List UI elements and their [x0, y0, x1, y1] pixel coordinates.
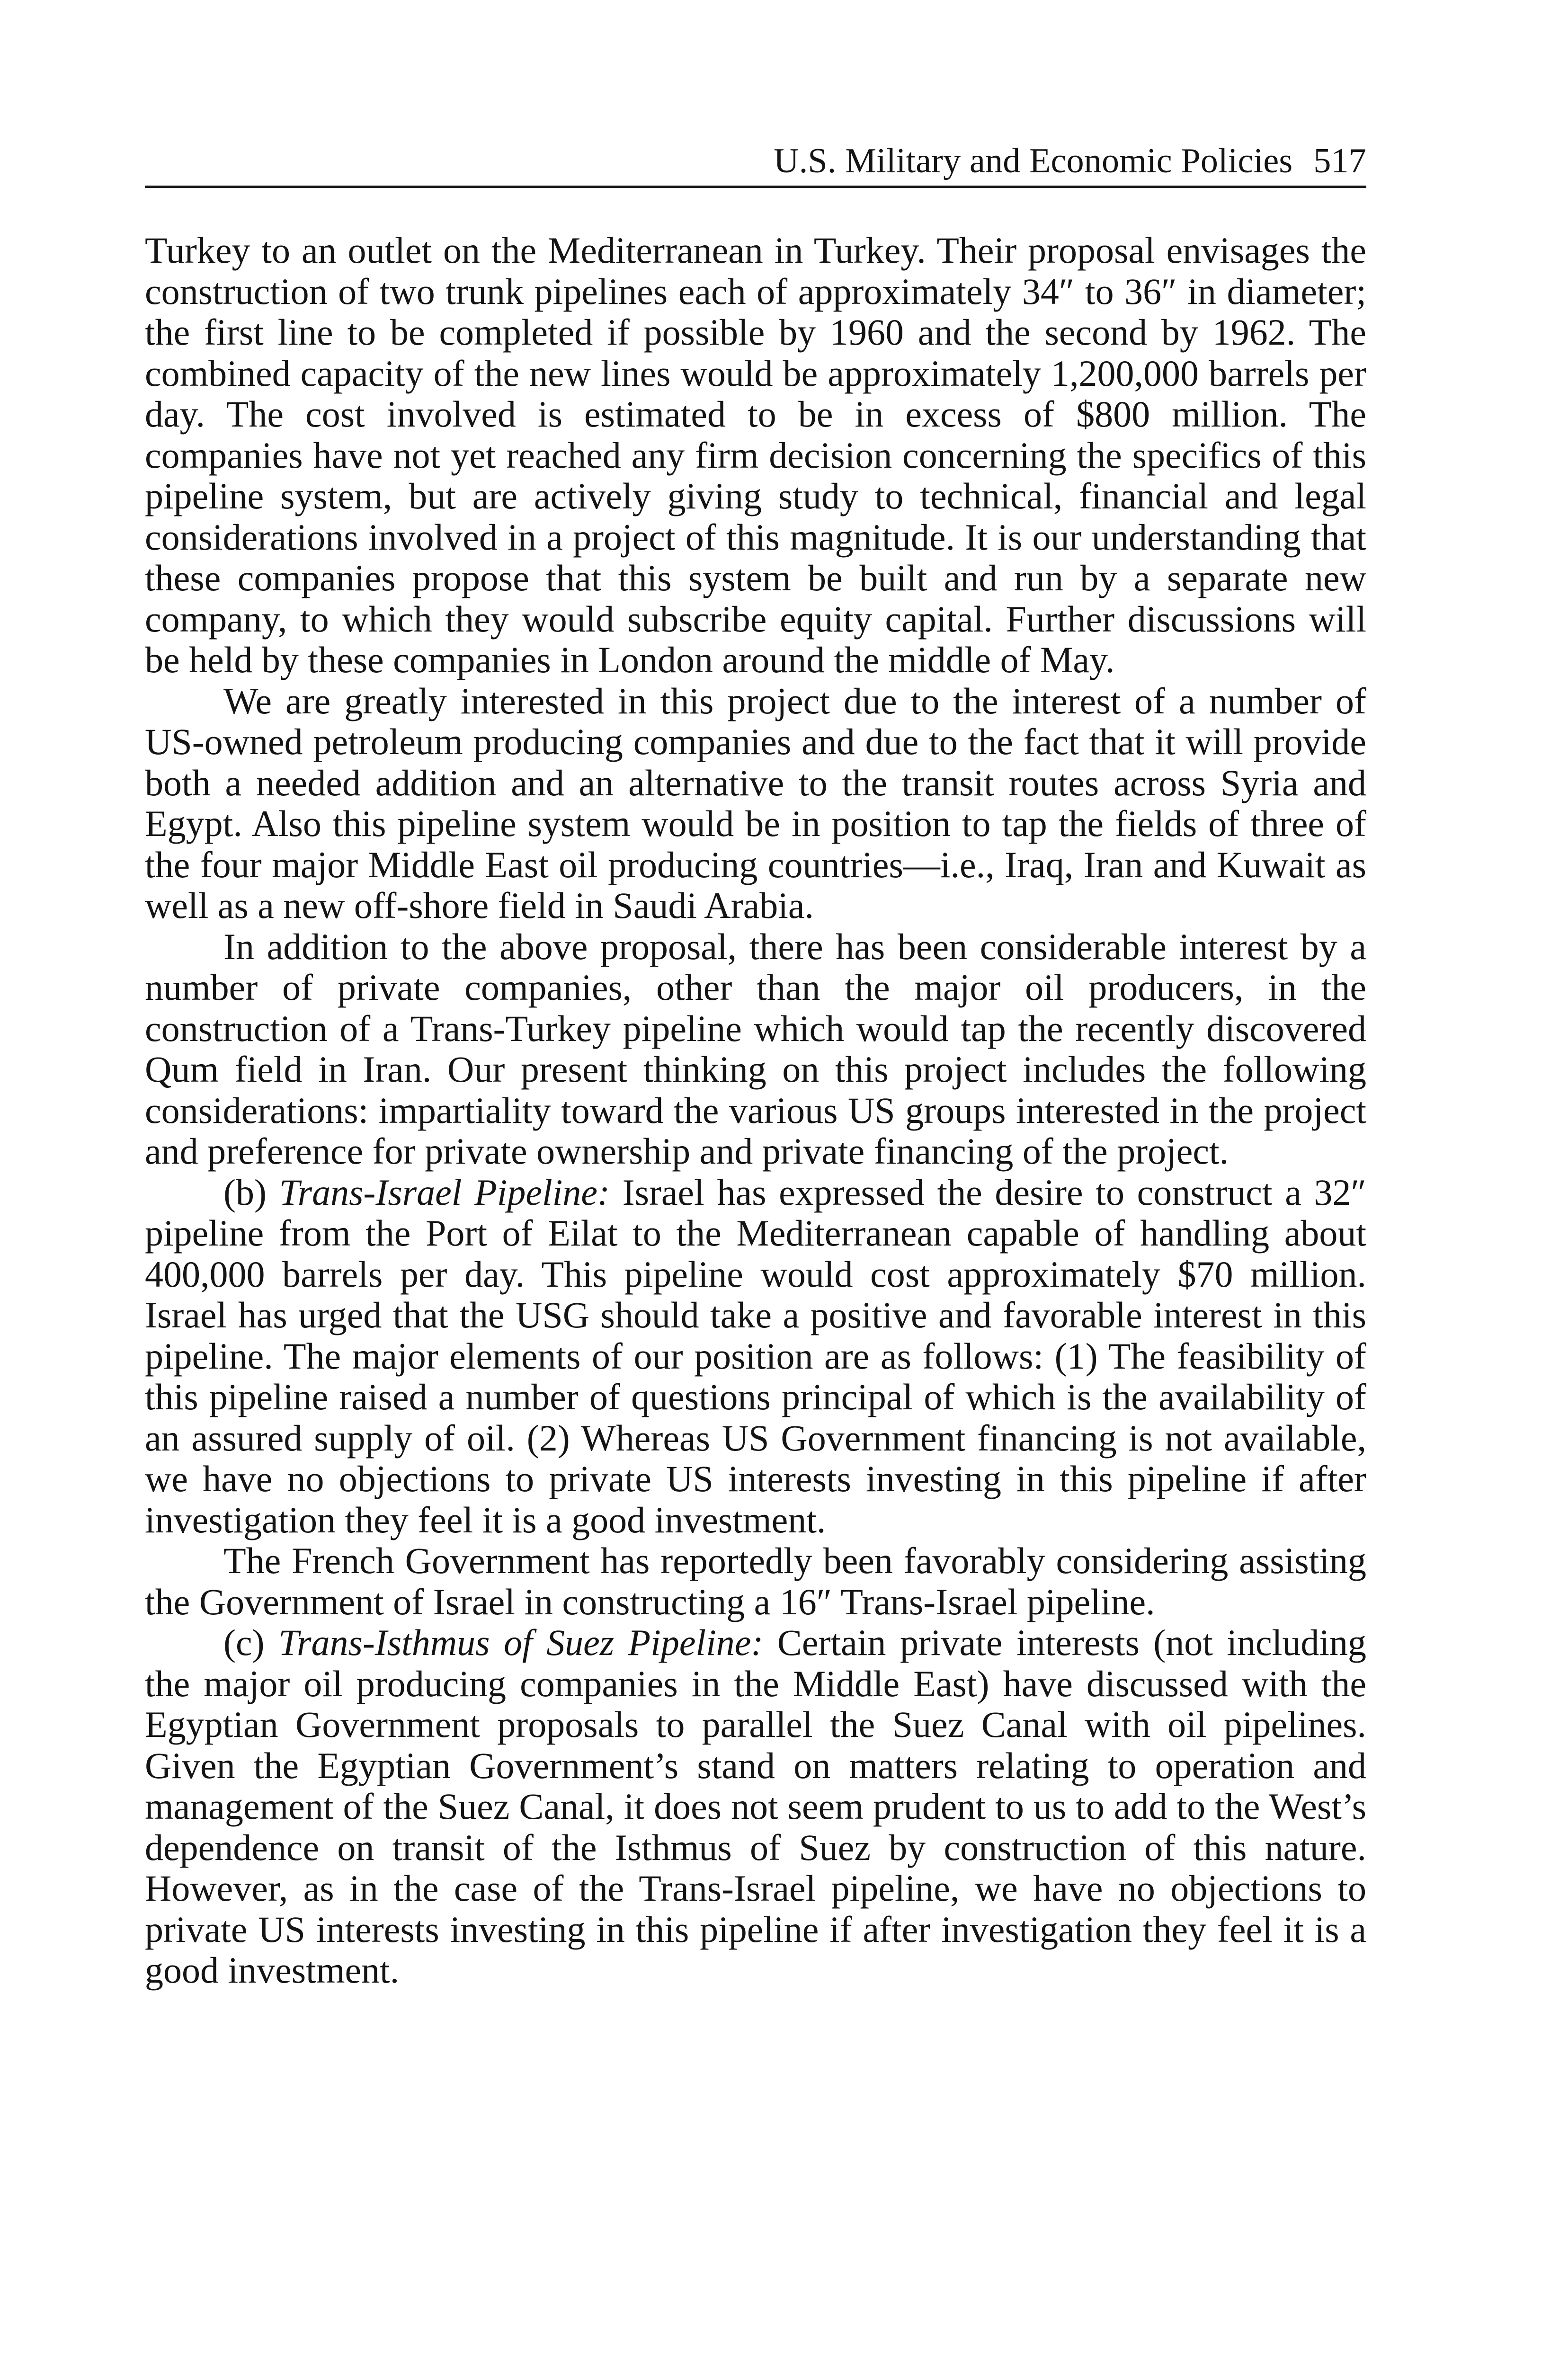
paragraph-trans-israel-pipeline: [145, 1172, 1366, 1541]
paragraph-turkey-pipeline-continued: [145, 230, 1366, 681]
header-rule: [145, 186, 1366, 188]
item-label: (b): [223, 1171, 267, 1213]
item-heading: Trans-Isthmus of Suez Pipeline:: [278, 1622, 764, 1663]
paragraph-us-interest: [145, 681, 1366, 926]
item-heading: Trans-Israel Pipeline:: [279, 1171, 610, 1213]
paragraph-text: Israel has expressed the desire to construct a 32″ pipeline from the Port of Eilat to the Mediterranean capable of handling about 400,000 barrels per day. This pipeline would cost approximately $70 million. Israel has urged that the USG should take a positive and favorable interest in this pipeline. The major elements of our position are as follows: (1) The feasibility of this pipeline raised a number of questions principal of which is the availability of an assured supply of oil. (2) Whereas US Government financing is not available, we have no objections to private US interests investing in this pipeline if after investigation they feel it is a good investment.: [145, 1171, 1367, 1540]
paragraph-text: The French Government has reportedly been favorably considering assisting the Government of Israel in constructing a 16″ Trans-Israel pipeline.: [145, 1540, 1366, 1622]
page-number: 517: [1313, 142, 1366, 180]
running-title: U.S. Military and Economic Policies: [774, 142, 1293, 180]
running-header: [774, 140, 1366, 182]
paragraph-text: In addition to the above proposal, there has been considerable interest by a number of private companies, other than the major oil producers, in the construction of a Trans-Turkey pipeline which would tap the recently discovered Qum field in Iran. Our present thinking on this project includes the following considerations: impartiality toward the various US groups interested in the project and preference for private ownership and private financing of the project.: [145, 925, 1366, 1172]
body-text: [145, 230, 1366, 1991]
item-label: (c): [223, 1622, 265, 1663]
paragraph-text: We are greatly interested in this project due to the interest of a number of US-owned petroleum producing companies and due to the fact that it will provide both a needed addition and an alternative to the transit routes across Syria and Egypt. Also this pipeline system would be in position to tap the fields of three of the four major Middle East oil producing countries—i.e., Iraq, Iran and Kuwait as well as a new off-shore field in Saudi Arabia.: [145, 680, 1366, 926]
paragraph-trans-isthmus-suez-pipeline: [145, 1622, 1366, 1991]
paragraph-text: Certain private interests (not including the major oil producing companies in the Middle East) have discussed with the Egyptian Government proposals to parallel the Suez Canal with oil pipelines. Given the Egyptian Government’s stand on matters relating to operation and management of the Suez Canal, it does not seem prudent to us to add to the West’s dependence on transit of the Isthmus of Suez by construction of this nature. However, as in the case of the Trans-Israel pipeline, we have no objections to private US interests investing in this pipeline if after investigation they feel it is a good investment.: [145, 1622, 1367, 1991]
paragraph-french-government: [145, 1540, 1366, 1622]
paragraph-text: Turkey to an outlet on the Mediterranean in Turkey. Their proposal envisages the construction of two trunk pipelines each of approximately 34″ to 36″ in diameter; the first line to be completed if possible by 1960 and the second by 1962. The combined capacity of the new lines would be approximately 1,200,000 barrels per day. The cost involved is estimated to be in excess of $800 million. The companies have not yet reached any firm decision concerning the specifics of this pipeline system, but are actively giving study to technical, financial and legal considerations involved in a project of this magnitude. It is our understanding that these companies propose that this system be built and run by a separate new company, to which they would subscribe equity capital. Further discussions will be held by these companies in London around the middle of May.: [145, 230, 1366, 680]
paragraph-qum-field: [145, 926, 1366, 1172]
